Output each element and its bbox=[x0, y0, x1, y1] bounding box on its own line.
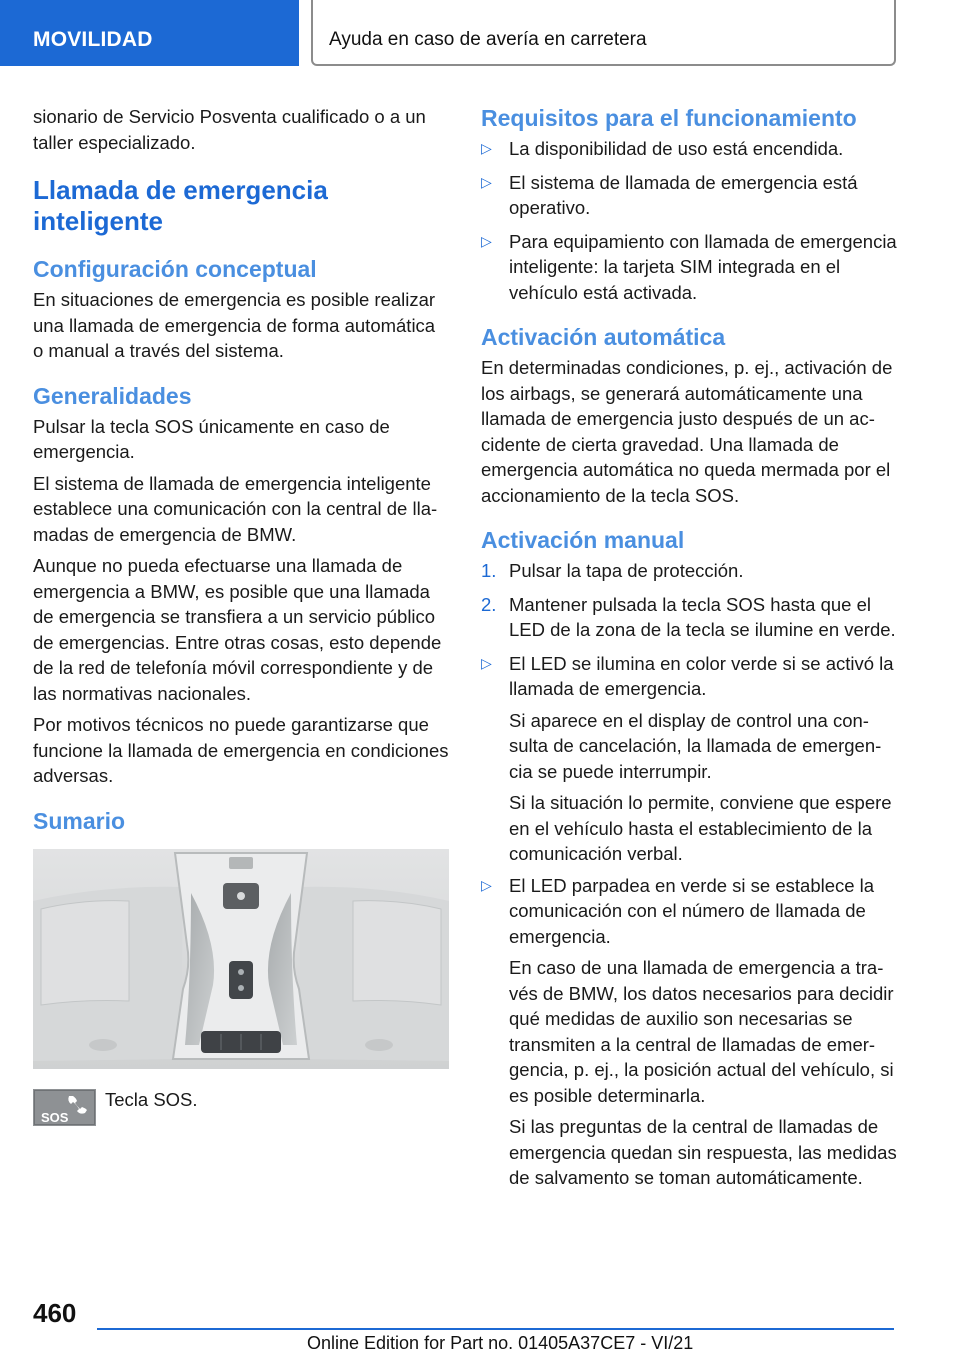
triangle-bullet-icon: ▷ bbox=[481, 654, 492, 671]
general-paragraph-2: El sistema de llamada de emergencia inteligente establece una comunicación con la central de llamadas de emergencia de BMW. bbox=[33, 472, 438, 545]
triangle-bullet-icon: ▷ bbox=[481, 876, 492, 893]
automatic-activation-paragraph: En determinadas condiciones, p. ej., activación de los airbags, se generará automáticamente una llamada de emergencia justo después de un accidente de cierta gravedad. Una llamada de emergencia automática no queda mermada por el accionamiento de la tecla SOS. bbox=[481, 357, 893, 506]
general-paragraph-4: Por motivos técnicos no puede garantizarse que funcione la llamada de emergencia en condiciones adversas. bbox=[33, 714, 449, 786]
sos-button-icon bbox=[33, 1089, 96, 1126]
rescue-measures-note: Si las preguntas de la central de llamadas de emergencia quedan sin respuesta, las medidas de salvamento se toman automáticamente. bbox=[509, 1116, 897, 1188]
page-number: 460 bbox=[33, 1298, 77, 1328]
concept-paragraph: En situaciones de emergencia es posible realizar una llamada de emergencia de forma automática o manual a través del sistema. bbox=[33, 289, 436, 361]
right-column bbox=[481, 104, 897, 1197]
footer-rule bbox=[97, 1328, 894, 1330]
heading-concept: Configuración conceptual bbox=[33, 256, 317, 282]
intro-paragraph: sionario de Servicio Posventa cualificado o a un taller especializado. bbox=[33, 106, 426, 153]
heading-manual-activation: Activación manual bbox=[481, 527, 685, 553]
step-item: 2. Mantener pulsada la tecla SOS hasta que el LED de la zona de la tecla se ilumine en verde. bbox=[481, 593, 896, 640]
step-number: 2. bbox=[481, 593, 497, 615]
heading-requirements: Requisitos para el funcionamiento bbox=[481, 105, 857, 131]
list-item: ▷ La disponibilidad de uso está encendida. bbox=[481, 136, 897, 162]
triangle-bullet-icon: ▷ bbox=[481, 173, 492, 190]
left-column bbox=[33, 104, 449, 1149]
list-item: ▷ El LED parpadea en verde si se establece la comunicación con el número de llamada de emergencia. bbox=[481, 874, 875, 947]
section-tab: MOVILIDAD bbox=[0, 0, 299, 66]
sos-legend bbox=[33, 1087, 449, 1149]
step-item: 1. Pulsar la tapa de protección. bbox=[481, 558, 897, 584]
general-paragraph-1: Pulsar la tecla SOS únicamente en caso de emergencia. bbox=[33, 415, 390, 462]
heading-automatic-activation: Activación automática bbox=[481, 324, 726, 350]
edition-note: Online Edition for Part no. 01405A37CE7 - VI/21 bbox=[307, 1333, 694, 1353]
sos-caption: Tecla SOS. bbox=[105, 1088, 198, 1110]
triangle-bullet-icon: ▷ bbox=[481, 140, 492, 156]
display-cancel-note: Si aparece en el display de control una consulta de cancelación, la llamada de emergencia se puede interrumpir. bbox=[509, 709, 882, 782]
manual-activation-steps bbox=[481, 558, 897, 702]
list-item: ▷ El LED se ilumina en color verde si se activó la llamada de emergencia. bbox=[481, 652, 894, 699]
topic-tab: Ayuda en caso de avería en carretera bbox=[311, 0, 896, 66]
data-transmission-note: En caso de una llamada de emergencia a través de BMW, los datos necesarios para decidir qué medidas de auxilio son necesarias se transmiten a la central de llamadas de emergencia, p. ej., la posición actual del vehículo, si es posible determinarla. bbox=[509, 957, 894, 1106]
heading-general: Generalidades bbox=[33, 382, 192, 409]
requirements-list bbox=[481, 136, 897, 305]
wait-in-vehicle-note: Si la situación lo permite, conviene que espere en el vehículo hasta el establecimiento de la comunicación verbal. bbox=[509, 792, 892, 864]
step-number: 1. bbox=[481, 560, 497, 581]
sos-icon-text: SOS bbox=[41, 1109, 69, 1125]
list-item: ▷ Para equipamiento con llamada de emergencia inteligente: la tarjeta SIM integrada en el vehículo está activada. bbox=[481, 230, 897, 303]
overhead-console-photo bbox=[33, 849, 449, 1069]
list-item: ▷ El sistema de llamada de emergencia está operativo. bbox=[481, 171, 858, 218]
general-paragraph-3: Aunque no pueda efectuarse una llamada de emergencia a BMW, es posible que una llamada de emergencia se transfiera a un servicio público de emergencias. Entre otras cosas, esto depende de la red de telefonía móvil correspondiente y de las normativas nacionales. bbox=[33, 555, 442, 704]
led-blink-list bbox=[481, 873, 897, 950]
page-header bbox=[0, 0, 960, 66]
heading-emergency-call: Llamada de emergencia inteligente bbox=[33, 175, 328, 236]
triangle-bullet-icon: ▷ bbox=[481, 232, 492, 249]
heading-summary: Sumario bbox=[33, 807, 126, 834]
